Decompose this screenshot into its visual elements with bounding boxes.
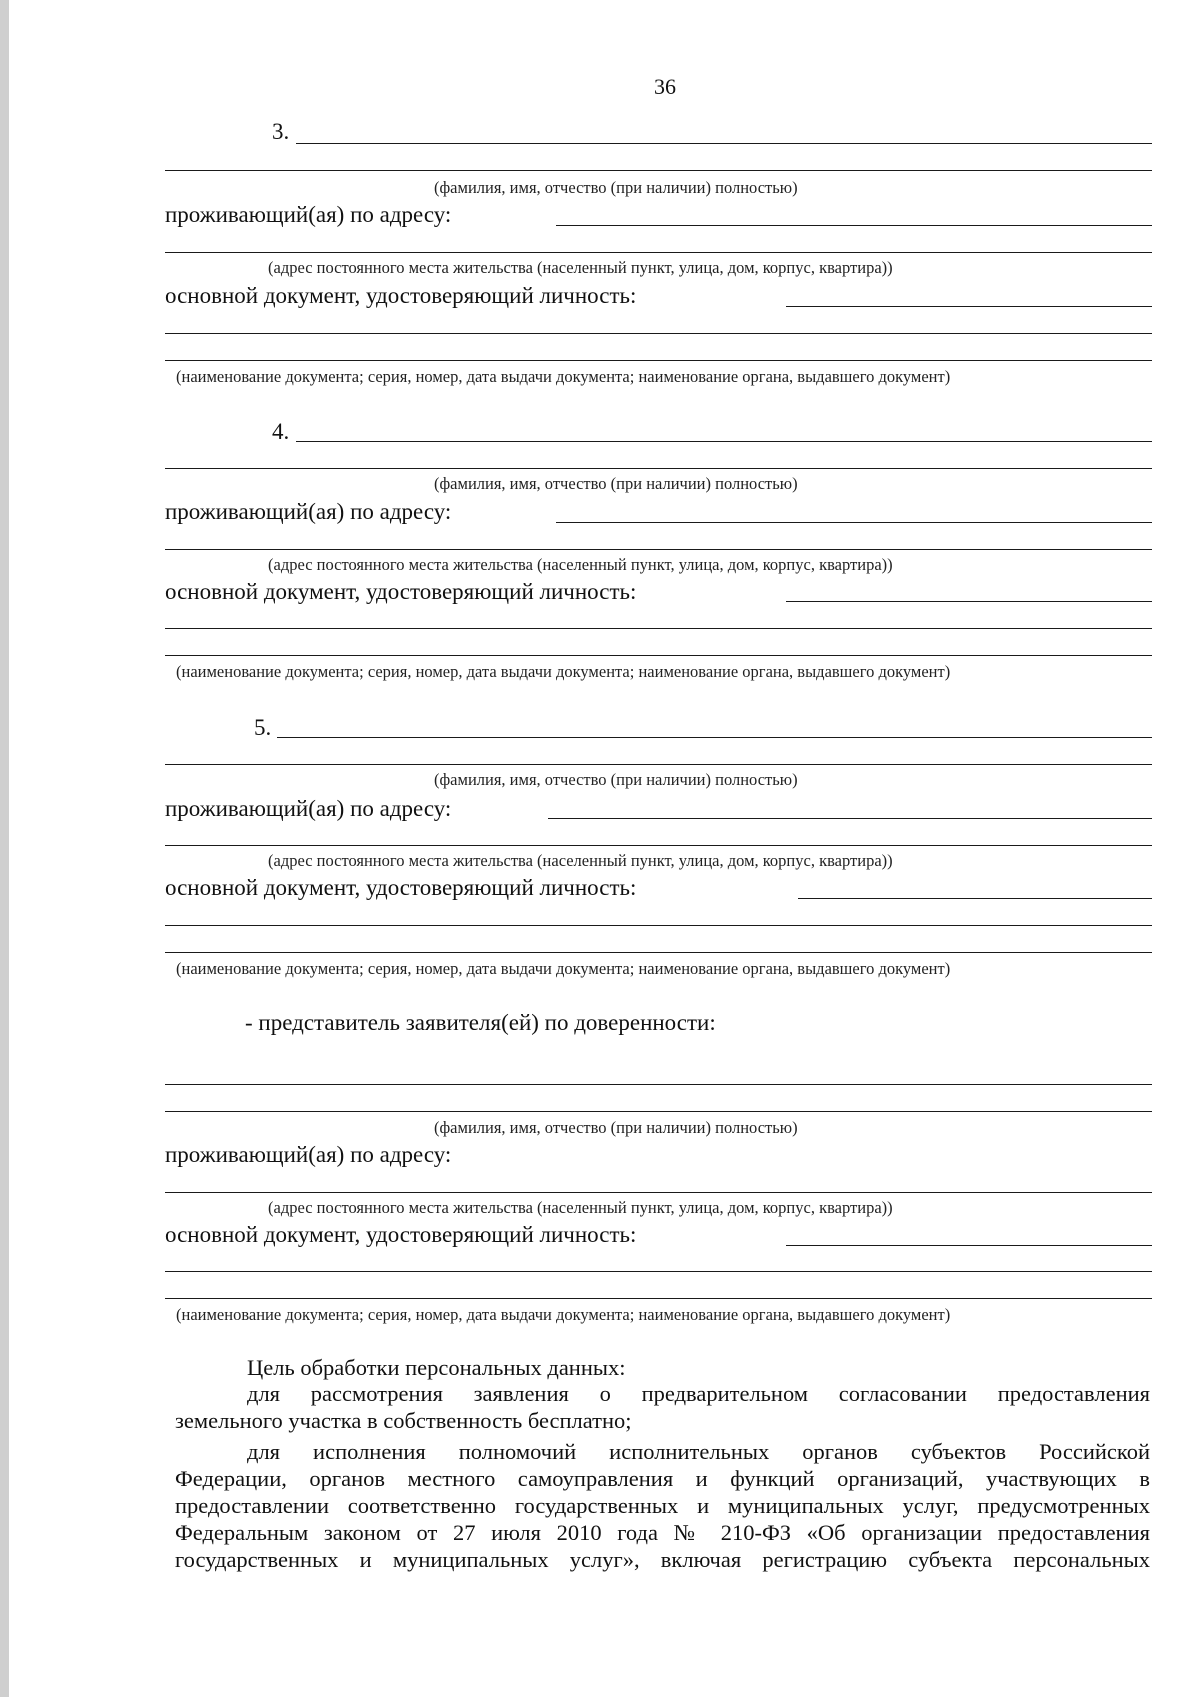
fio-hint: (фамилия, имя, отчество (при наличии) полностью) <box>434 474 798 493</box>
document-input-line[interactable] <box>786 306 1152 307</box>
applicant-number: 5. <box>254 715 272 740</box>
address-hint: (адрес постоянного места жительства (населенный пункт, улица, дом, корпус, квартира)) <box>268 851 893 870</box>
fio-input-line[interactable] <box>165 1084 1152 1085</box>
purpose-paragraph-1 <box>175 1380 1150 1434</box>
address-hint: (адрес постоянного места жительства (населенный пункт, улица, дом, корпус, квартира)) <box>268 1198 893 1217</box>
document-label: основной документ, удостоверяющий личность: <box>165 1222 637 1247</box>
paragraph-line: земельного участка в собственность бесплатно; <box>175 1408 632 1433</box>
paragraph-line: Федерации, органов местного самоуправления и функций организаций, участвующих в <box>175 1466 1150 1491</box>
fio-hint: (фамилия, имя, отчество (при наличии) полностью) <box>434 1118 798 1137</box>
address-input-line[interactable] <box>556 522 1152 523</box>
document-hint: (наименование документа; серия, номер, дата выдачи документа; наименование органа, выдавшего документ) <box>176 662 951 681</box>
document-input-line[interactable] <box>798 898 1152 899</box>
purpose-heading: Цель обработки персональных данных: <box>247 1355 626 1380</box>
document-hint: (наименование документа; серия, номер, дата выдачи документа; наименование органа, выдавшего документ) <box>176 367 951 386</box>
address-input-line-2[interactable] <box>165 549 1152 550</box>
applicant-number: 4. <box>272 419 290 444</box>
address-input-line-2[interactable] <box>165 252 1152 253</box>
fio-input-line-2[interactable] <box>165 764 1152 765</box>
fio-input-line[interactable] <box>296 143 1152 144</box>
document-input-line-2[interactable] <box>165 333 1152 334</box>
applicant-number: 3. <box>272 119 290 144</box>
fio-hint: (фамилия, имя, отчество (при наличии) полностью) <box>434 770 798 789</box>
page-number: 36 <box>654 74 676 99</box>
fio-input-line[interactable] <box>277 737 1152 738</box>
address-input-line[interactable] <box>165 1192 1152 1193</box>
address-input-line-2[interactable] <box>165 845 1152 846</box>
paragraph-line: государственных и муниципальных услуг», включая регистрацию субъекта персональных <box>175 1547 1150 1572</box>
scan-edge <box>0 0 9 1697</box>
document-input-line-3[interactable] <box>165 360 1152 361</box>
address-label: проживающий(ая) по адресу: <box>165 499 452 524</box>
document-input-line-2[interactable] <box>165 628 1152 629</box>
paragraph-line: для исполнения полномочий исполнительных органов субъектов Российской <box>247 1439 1150 1464</box>
fio-input-line-2[interactable] <box>165 170 1152 171</box>
document-hint: (наименование документа; серия, номер, дата выдачи документа; наименование органа, выдавшего документ) <box>176 959 951 978</box>
document-label: основной документ, удостоверяющий личность: <box>165 579 637 604</box>
address-input-line[interactable] <box>556 225 1152 226</box>
document-input-line-2[interactable] <box>165 1271 1152 1272</box>
document-input-line-3[interactable] <box>165 655 1152 656</box>
address-hint: (адрес постоянного места жительства (населенный пункт, улица, дом, корпус, квартира)) <box>268 555 893 574</box>
address-label: проживающий(ая) по адресу: <box>165 202 452 227</box>
paragraph-line: Федеральным законом от 27 июля 2010 года № 210-ФЗ «Об организации предоставления <box>175 1520 1150 1545</box>
fio-input-line[interactable] <box>296 441 1152 442</box>
document-input-line[interactable] <box>786 601 1152 602</box>
fio-input-line-2[interactable] <box>165 468 1152 469</box>
address-label: проживающий(ая) по адресу: <box>165 796 452 821</box>
representative-title: - представитель заявителя(ей) по доверенности: <box>245 1010 716 1035</box>
fio-hint: (фамилия, имя, отчество (при наличии) полностью) <box>434 178 798 197</box>
address-input-line[interactable] <box>548 818 1152 819</box>
document-input-line-3[interactable] <box>165 952 1152 953</box>
document-input-line-2[interactable] <box>165 925 1152 926</box>
paragraph-line: предоставлении соответственно государственных и муниципальных услуг, предусмотренных <box>175 1493 1150 1518</box>
document-hint: (наименование документа; серия, номер, дата выдачи документа; наименование органа, выдавшего документ) <box>176 1305 951 1324</box>
purpose-paragraph-2 <box>175 1438 1150 1573</box>
document-input-line[interactable] <box>786 1245 1152 1246</box>
document-label: основной документ, удостоверяющий личность: <box>165 283 637 308</box>
document-label: основной документ, удостоверяющий личность: <box>165 875 637 900</box>
document-input-line-3[interactable] <box>165 1298 1152 1299</box>
address-label: проживающий(ая) по адресу: <box>165 1142 452 1167</box>
fio-input-line-2[interactable] <box>165 1111 1152 1112</box>
address-hint: (адрес постоянного места жительства (населенный пункт, улица, дом, корпус, квартира)) <box>268 258 893 277</box>
paragraph-line: для рассмотрения заявления о предварительном согласовании предоставления <box>247 1381 1150 1406</box>
